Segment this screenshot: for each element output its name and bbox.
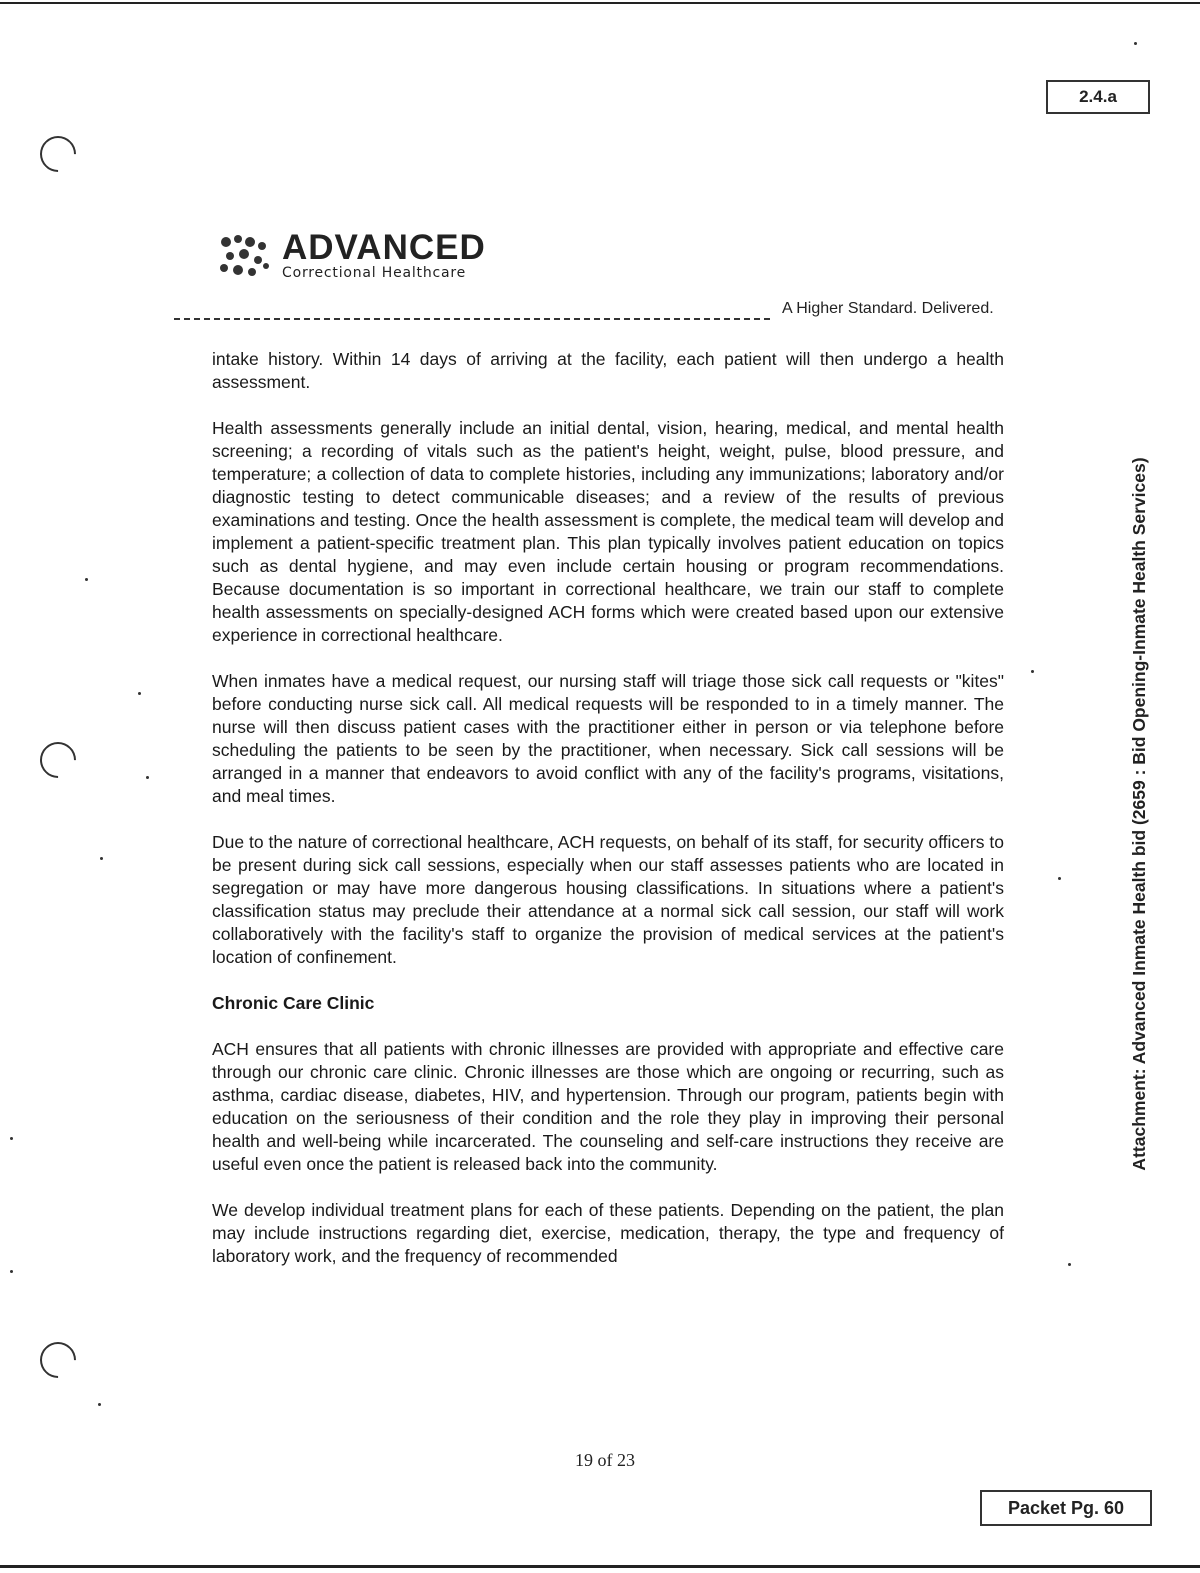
scan-speck	[1031, 670, 1034, 673]
header-dashed-rule	[174, 318, 770, 320]
section-paragraph: We develop individual treatment plans for each of these patients. Depending on the patient, the plan may include instructions regarding diet, exercise, medication, therapy, the type and frequency of laboratory work, and the frequency of recommended	[212, 1200, 1004, 1266]
attachment-side-label: Attachment: Advanced Inmate Health bid (2659 : Bid Opening-Inmate Health Services)	[1129, 457, 1149, 1171]
punch-hole-top	[33, 129, 84, 180]
punch-hole-middle	[33, 735, 84, 786]
scan-speck	[98, 1403, 101, 1406]
header-tagline: A Higher Standard. Delivered.	[782, 300, 994, 317]
bottom-border-line	[0, 1565, 1200, 1568]
logo-subtitle: Correctional Healthcare	[282, 265, 467, 281]
body-paragraph: When inmates have a medical request, our nursing staff will triage those sick call requests or "kites" before conducting nurse sick call. All medical requests will be responded to in a timely manner. The nurse will then discuss patient cases with the practitioner either in person or via telephone before scheduling the patients to be seen by the practitioner, when necessary. Sick call sessions will be arranged in a manner that endeavors to avoid conflict with any of the facility's programs, visitations, and meal times.	[212, 671, 1004, 806]
scan-speck	[1134, 42, 1137, 45]
section-paragraph: ACH ensures that all patients with chronic illnesses are provided with appropriate and effective care through our chronic care clinic. Chronic illnesses are those which are ongoing or recurring, such as asthma, cardiac disease, diabetes, HIV, and hypertension. Through our program, patients begin with education on the seriousness of their condition and the role they play in improving their personal health and well-being while incarcerated. The counseling and self-care instructions they receive are useful even once the patient is released back into the community.	[212, 1039, 1004, 1174]
scan-speck	[1068, 1263, 1071, 1266]
punch-hole-bottom	[33, 1335, 84, 1386]
scan-speck	[10, 1270, 13, 1273]
section-heading: Chronic Care Clinic	[212, 993, 375, 1013]
scan-speck	[1058, 877, 1061, 880]
document-body	[212, 348, 1004, 1291]
body-paragraph: Health assessments generally include an initial dental, vision, hearing, medical, and mental health screening; a recording of vitals such as the patient's height, weight, pulse, blood pressure, and temperature; a collection of data to complete histories, including any immunizations; laboratory and/or diagnostic testing to detect communicable diseases; and a review of the results of previous examinations and testing. Once the health assessment is complete, the medical team will develop and implement a patient-specific treatment plan. This plan typically involves patient education on topics such as dental hygiene, and may even include certain housing or program recommendations. Because documentation is so important in correctional healthcare, we train our staff to complete health assessments on specially-designed ACH forms which were created based upon our extensive experience in correctional healthcare.	[212, 418, 1004, 645]
body-paragraph: Due to the nature of correctional healthcare, ACH requests, on behalf of its staff, for security officers to be present during sick call sessions, especially when our staff assesses patients who are located in segregation or may have more dangerous housing classifications. In situations where a patient's classification status may preclude their attendance at a normal sick call session, our staff will work collaboratively with the facility's staff to organize the provision of medical services at the patient's location of confinement.	[212, 832, 1004, 967]
scan-speck	[10, 1137, 13, 1140]
scan-speck	[146, 776, 149, 779]
page-number: 19 of 23	[575, 1450, 635, 1470]
scan-speck	[85, 578, 88, 581]
attachment-tag: 2.4.a	[1046, 80, 1150, 114]
body-paragraph: intake history. Within 14 days of arriving at the facility, each patient will then undergo a health assessment.	[212, 349, 1004, 392]
top-border-line	[0, 2, 1200, 4]
logo-name: ADVANCED	[282, 228, 486, 267]
scan-speck	[100, 857, 103, 860]
packet-page-tag: Packet Pg. 60	[980, 1490, 1152, 1526]
scan-speck	[138, 692, 141, 695]
logo-emblem-icon	[216, 232, 272, 282]
company-logo	[216, 230, 516, 285]
